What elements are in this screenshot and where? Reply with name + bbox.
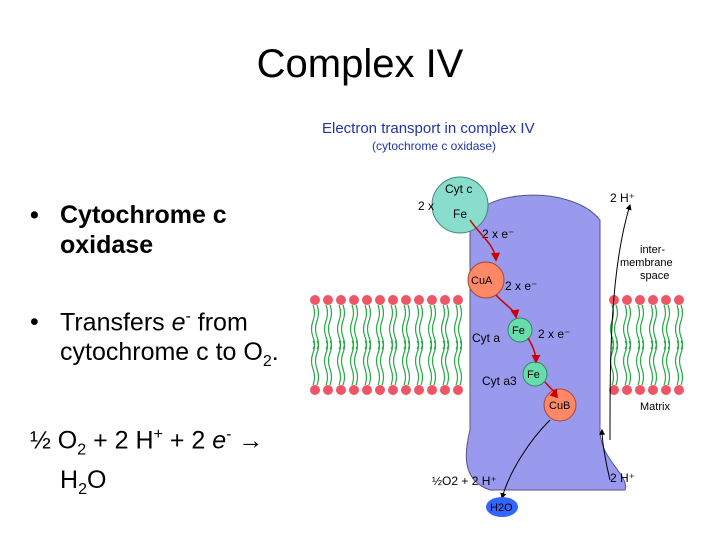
- lipid-tail: [628, 341, 631, 385]
- lipid-tail: [637, 341, 640, 385]
- lipid-head: [310, 295, 320, 305]
- eq-o2-sub: 2: [77, 441, 87, 459]
- eq-plus-2: + 2: [162, 426, 213, 455]
- proton-arrow-top: [610, 205, 630, 440]
- lipid-head: [414, 385, 424, 395]
- eq-water-o: O: [86, 466, 107, 495]
- intermembrane-label-3: space: [640, 270, 670, 282]
- lipid-tail: [663, 341, 666, 385]
- lipid-head: [661, 295, 671, 305]
- lipid-tail: [351, 341, 354, 385]
- lipid-tail: [667, 341, 670, 385]
- lipid-tail: [654, 341, 657, 385]
- lipid-head: [674, 295, 684, 305]
- lipid-head: [453, 295, 463, 305]
- electron-symbol: e: [171, 308, 186, 337]
- lipid-tail: [368, 341, 371, 385]
- lipid-tail: [459, 341, 462, 385]
- lipid-tail: [390, 341, 393, 385]
- lipid-head: [323, 295, 333, 305]
- fe-label-cyt-a: Fe: [512, 325, 525, 337]
- bullet2-pre: Transfers: [60, 308, 172, 337]
- lipid-head: [375, 385, 385, 395]
- intermembrane-label-1: inter-: [640, 244, 666, 256]
- lipid-head: [401, 295, 411, 305]
- lipid-tail: [381, 341, 384, 385]
- lipid-tail: [325, 341, 328, 385]
- lipid-head: [349, 295, 359, 305]
- two-x-label: 2 x: [418, 199, 435, 213]
- figure-subtitle: (cytochrome c oxidase): [372, 139, 497, 153]
- lipid-tail: [680, 341, 683, 385]
- lipid-head: [635, 295, 645, 305]
- fe-label-cyt-a3: Fe: [527, 369, 540, 381]
- cyt-a3-label: Cyt a3: [482, 374, 517, 388]
- bullet2-line2: cytochrome c to O: [60, 338, 263, 367]
- two-x-e-label-3: 2 x e⁻: [538, 327, 571, 341]
- lipid-tail: [316, 341, 319, 385]
- electron-charge: -: [185, 308, 191, 325]
- cyt-a-label: Cyt a: [472, 331, 501, 345]
- bullet2-mid: from: [190, 308, 248, 337]
- lipid-tail: [416, 341, 419, 385]
- lipid-head: [661, 385, 671, 395]
- two-x-e-label-1: 2 x e⁻: [482, 227, 515, 241]
- lipid-tail: [442, 341, 445, 385]
- eq-arrow: →: [231, 426, 264, 455]
- lipid-tail: [355, 341, 358, 385]
- lipid-head: [427, 295, 437, 305]
- lipid-head: [622, 295, 632, 305]
- lipid-tail: [676, 341, 679, 385]
- lipid-head: [635, 385, 645, 395]
- eq-electron-charge: -: [226, 426, 232, 443]
- cua-label: CuA: [471, 275, 493, 287]
- eq-water-sub: 2: [78, 481, 87, 499]
- lipid-tail: [624, 341, 627, 385]
- bullet-dot: •: [30, 201, 39, 229]
- bullet1-line1: Cytochrome c: [60, 201, 227, 229]
- two-x-e-label-2: 2 x e⁻: [505, 279, 538, 293]
- lipid-tail: [394, 341, 397, 385]
- figure-title: Electron transport in complex IV: [322, 120, 535, 137]
- lipid-tail: [338, 341, 341, 385]
- lipid-tail: [650, 341, 653, 385]
- eq-h-charge: +: [153, 426, 163, 443]
- lipid-head: [427, 385, 437, 395]
- lipid-tail: [429, 341, 432, 385]
- lipid-head: [323, 385, 333, 395]
- o2-equation-label: ½O2 + 2 H⁺: [432, 474, 497, 488]
- lipid-head: [336, 295, 346, 305]
- lipid-head: [648, 385, 658, 395]
- lipid-tail: [446, 341, 449, 385]
- lipid-head: [310, 385, 320, 395]
- two-h-plus-bottom: 2 H⁺: [610, 471, 636, 485]
- lipid-tail: [407, 341, 410, 385]
- lipid-tail: [377, 341, 380, 385]
- lipid-tail: [403, 341, 406, 385]
- lipid-head: [674, 385, 684, 395]
- eq-plus-h: + 2 H: [86, 426, 154, 455]
- two-h-plus-top: 2 H⁺: [610, 191, 636, 205]
- bullet1-line2: oxidase: [60, 231, 154, 259]
- matrix-label: Matrix: [640, 401, 670, 413]
- complex-iv-diagram: [310, 110, 685, 530]
- lipid-head: [388, 385, 398, 395]
- lipid-head: [414, 295, 424, 305]
- lipid-head: [388, 295, 398, 305]
- lipid-tail: [420, 341, 423, 385]
- eq-half-o: ½ O: [30, 426, 78, 455]
- lipid-tail: [615, 341, 618, 385]
- fe-label-cytc: Fe: [453, 207, 468, 221]
- bullet-transfers-electrons: [30, 302, 279, 377]
- lipid-head: [362, 385, 372, 395]
- lipid-head: [336, 385, 346, 395]
- o2-subscript: 2: [262, 353, 272, 371]
- lipid-head: [362, 295, 372, 305]
- lipid-tail: [641, 341, 644, 385]
- lipid-head: [349, 385, 359, 395]
- water-label: H2O: [490, 502, 513, 514]
- lipid-head: [622, 385, 632, 395]
- lipid-tail: [342, 341, 345, 385]
- slide-title: Complex IV: [256, 42, 464, 86]
- intermembrane-label-2: membrane: [620, 257, 673, 269]
- bullet2-end: .: [271, 338, 279, 367]
- lipid-tail: [433, 341, 436, 385]
- lipid-head: [440, 295, 450, 305]
- lipid-tail: [329, 341, 332, 385]
- lipid-head: [401, 385, 411, 395]
- lipid-tail: [364, 341, 367, 385]
- eq-electron: e: [212, 426, 227, 455]
- lipid-tail: [455, 341, 458, 385]
- bullet-dot: •: [30, 308, 39, 337]
- eq-water-h: H: [60, 466, 79, 495]
- cub-label: CuB: [549, 400, 571, 412]
- bullet-cytochrome-c-oxidase: [30, 200, 227, 260]
- reaction-equation: [30, 420, 263, 505]
- cyt-c-label: Cyt c: [445, 182, 473, 196]
- lipid-head: [375, 295, 385, 305]
- lipid-tail: [312, 341, 315, 385]
- lipid-head: [453, 385, 463, 395]
- lipid-head: [648, 295, 658, 305]
- lipid-head: [440, 385, 450, 395]
